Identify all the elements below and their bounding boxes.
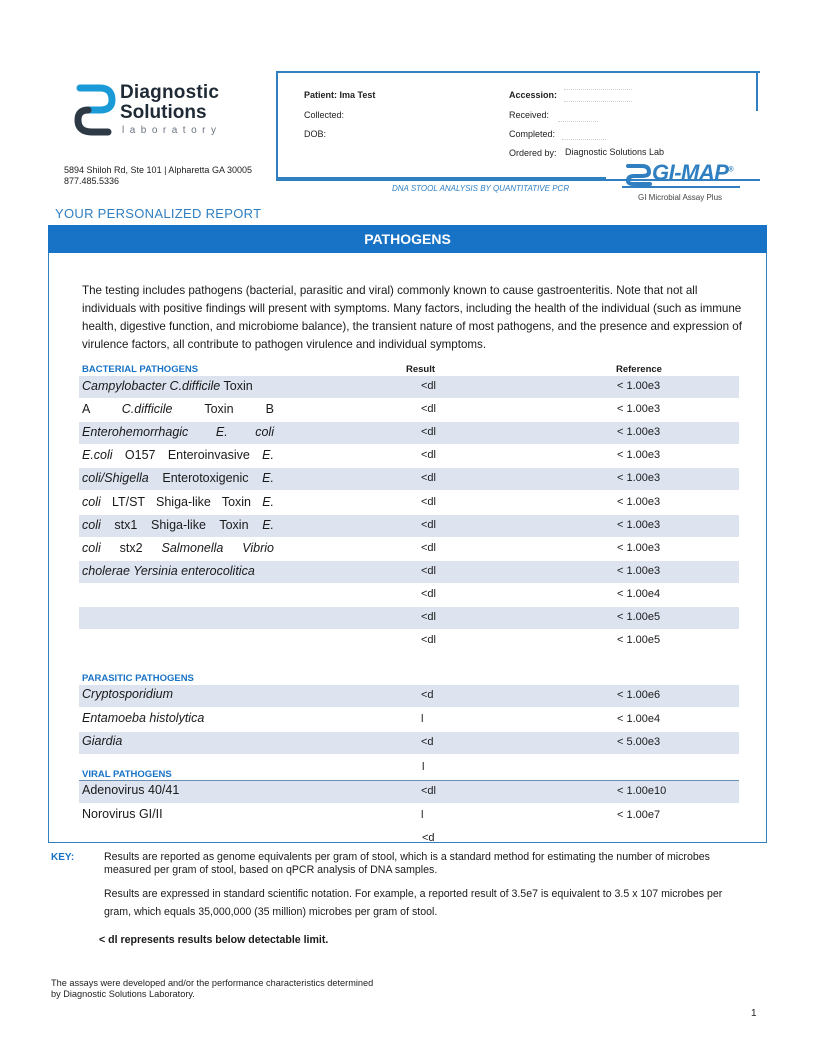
pathogen-name-segment: Toxin [220,379,253,393]
pathogen-name-segment: cholerae Yersinia enterocolitica [82,563,255,578]
pathogen-name-line [82,560,274,583]
reference-value: < 5.00e3 [617,736,661,748]
reference-value: < 1.00e3 [617,495,661,508]
key-note-1: Results are reported as genome equivalents per gram of stool, which is a standard method for estimating the number of microbes measured per gram of stool, based on qPCR analysis of DNA samples. [104,851,710,876]
page-number: 1 [751,1008,757,1019]
table-row [79,732,739,754]
result-value: <dl [421,495,436,508]
lab-name-line3: laboratory [122,125,222,136]
result-value: <dl [421,426,436,439]
pathogen-name-line [82,421,274,444]
pathogen-name-segment: stx1 [114,517,138,532]
pathogen-name-segment: Toxin [219,517,249,532]
report-label: YOUR PERSONALIZED REPORT [55,206,262,221]
pathogen-name-segment: stx2 [119,540,143,555]
box-border [756,71,758,111]
reference-value: < 1.00e3 [617,380,661,392]
result-value: <dl [421,380,436,392]
reference-value: < 1.00e5 [617,611,661,623]
pathogen-name: Norovirus GI/II [82,806,163,821]
pathogen-name-line [82,537,274,560]
result-column-header: Result [406,364,436,375]
viral-title: VIRAL PATHOGENS [82,769,172,780]
pathogen-name-segment: coli [82,494,101,509]
reference-value: < 1.00e10 [617,785,667,797]
reference-value: < 1.00e3 [617,449,661,462]
pathogen-name-segment: Salmonella [161,540,224,555]
address-line: 5894 Shiloh Rd, Ste 101 | Alpharetta GA 30005 [64,165,252,175]
footer-note: The assays were developed and/or the performance characteristics determined by Diagnostic Solutions Laboratory. [51,978,374,999]
result-value: <d [421,736,434,748]
ordered-by-value: Diagnostic Solutions Lab [565,147,665,157]
pathogen-name-line [82,375,274,398]
result-value: <dl [421,587,436,600]
table-row [79,584,739,606]
pathogen-name-line [82,444,274,467]
pathogen-name-segment: coli/Shigella [82,471,149,486]
accession-value-line [564,89,632,90]
reference-value: < 1.00e4 [617,587,661,600]
lab-name-line1: Diagnostic [120,82,220,103]
result-value: l [421,808,424,821]
pathogen-name-segment: Enterohemorrhagic [82,425,189,440]
reference-value: < 1.00e3 [617,518,661,531]
ordered-by-label: Ordered by: [509,148,557,158]
reference-value: < 1.00e3 [617,403,661,416]
box-border [276,177,606,179]
lab-logo-icon [74,82,116,138]
bacterial-title: BACTERIAL PATHOGENS [82,364,199,375]
gimap-logo-text [652,160,733,186]
pathogen-name-segment: Vibrio [242,540,274,555]
collected-label: Collected: [304,110,345,120]
patient-name: Patient: Ima Test [304,90,376,100]
gimap-tagline: GI Microbial Assay Plus [638,193,723,202]
reference-column-header: Reference [616,364,662,375]
pathogen-name-segment: E. [262,494,274,509]
reference-value: < 1.00e6 [617,689,661,701]
pathogen-name-segment: coli [82,540,101,555]
received-label: Received: [509,110,550,120]
table-row [79,805,739,827]
key-note-2: Results are expressed in standard scientific notation. For example, a reported result of 3.5e7 is equivalent to 3.5 x 107 microbes per gram, which equals 35,000,000 (35 million) microbes per gram of stool. [104,888,723,918]
result-value: <dl [421,449,436,462]
registered-mark: ® [728,166,734,174]
result-value: <dl [421,564,436,577]
result-value: <dl [421,472,436,485]
result-value: <dl [421,785,436,797]
intro-text: The testing includes pathogens (bacterial, parasitic and viral) commonly known to cause gastroenteritis. Note that not all individuals with positive findings will present with symptoms. Many factors, including the health of the individual (such as immune health, digestive function, and microbiome balance), the transient nature of most pathogens, and the presence and expression of virulence factors, all contribute to pathogen virulence and individual symptoms. [82,284,742,351]
gimap-text: GI-MAP [652,160,729,185]
section-title: PATHOGENS [364,231,451,247]
result-value: <dl [421,611,436,623]
pathogen-name-segment: LT/ST [111,494,145,509]
dob-label: DOB: [304,129,327,139]
pathogen-name-segment: Enteroinvasive [167,448,250,463]
reference-value: < 1.00e7 [617,808,661,821]
key-label: KEY: [51,852,75,863]
result-value: l [421,712,424,725]
pathogen-name: Giardia [82,734,123,748]
result-value: <dl [421,634,436,647]
lab-logo [74,82,264,142]
pathogen-name-segment: E. [215,425,228,440]
pathogen-name-line [82,514,274,537]
table-row [79,781,739,803]
gimap-swoosh-icon [624,162,652,186]
lab-name-line2: Solutions [120,102,207,123]
reference-value: < 1.00e3 [617,426,661,439]
pathogen-name: Cryptosporidium [82,687,174,701]
result-value: <d [421,689,434,701]
stray-result-fragment: l [422,761,425,773]
result-value: <dl [421,518,436,531]
table-row [79,685,739,707]
lab-address [64,165,252,187]
reference-value: < 1.00e5 [617,634,661,647]
phone-line: 877.485.5336 [64,176,120,186]
reference-value: < 1.00e3 [617,472,661,485]
pathogen-name-line [82,491,274,514]
pathogen-name-segment: E. [262,448,274,463]
pathogen-name-segment: Enterotoxigenic [162,471,249,486]
table-row [79,630,739,652]
table-row [79,709,739,731]
gimap-logo [622,160,752,208]
reference-value: < 1.00e4 [617,712,661,725]
stray-result-fragment: <d [422,832,435,844]
report-subtitle: DNA STOOL ANALYSIS BY QUANTITATIVE PCR [392,184,570,193]
reference-value: < 1.00e3 [617,541,661,554]
pathogen-name-segment: coli [82,517,101,532]
accession-label: Accession: [509,90,558,100]
result-value: <dl [421,541,436,554]
pathogen-name-line [82,398,274,421]
received-value-line [558,121,598,122]
pathogen-name: Entamoeba histolytica [82,710,205,725]
pathogen-name-segment: Toxin [221,494,252,509]
completed-label: Completed: [509,129,556,139]
parasitic-title: PARASITIC PATHOGENS [82,673,194,684]
reference-value: < 1.00e3 [617,564,661,577]
gimap-underline [622,186,740,188]
accession-value-line [564,101,632,102]
table-row [79,607,739,629]
pathogen-name-segment: Campylobacter C.difficile [82,379,221,393]
pathogen-name-segment: Shiga-like [151,517,206,532]
pathogen-name: Adenovirus 40/41 [82,783,180,797]
pathogen-name-line [82,467,274,490]
pathogen-name-segment: coli [255,425,274,440]
key-note-3: < dl represents results below detectable limit. [99,934,329,946]
pathogen-name-segment: E.coli [82,448,113,463]
pathogen-name-segment: E. [262,471,274,486]
pathogen-name-segment: A [82,402,90,417]
pathogen-name-segment: O157 [124,448,156,463]
pathogen-name-segment: Shiga-like [156,494,211,509]
pathogen-name-segment: B [265,402,274,417]
result-value: <dl [421,403,436,416]
pathogen-name-segment: C.difficile [121,402,173,417]
pathogen-name-segment: E. [262,517,274,532]
pathogen-name-segment: Toxin [204,402,234,417]
completed-value-line [562,139,606,140]
